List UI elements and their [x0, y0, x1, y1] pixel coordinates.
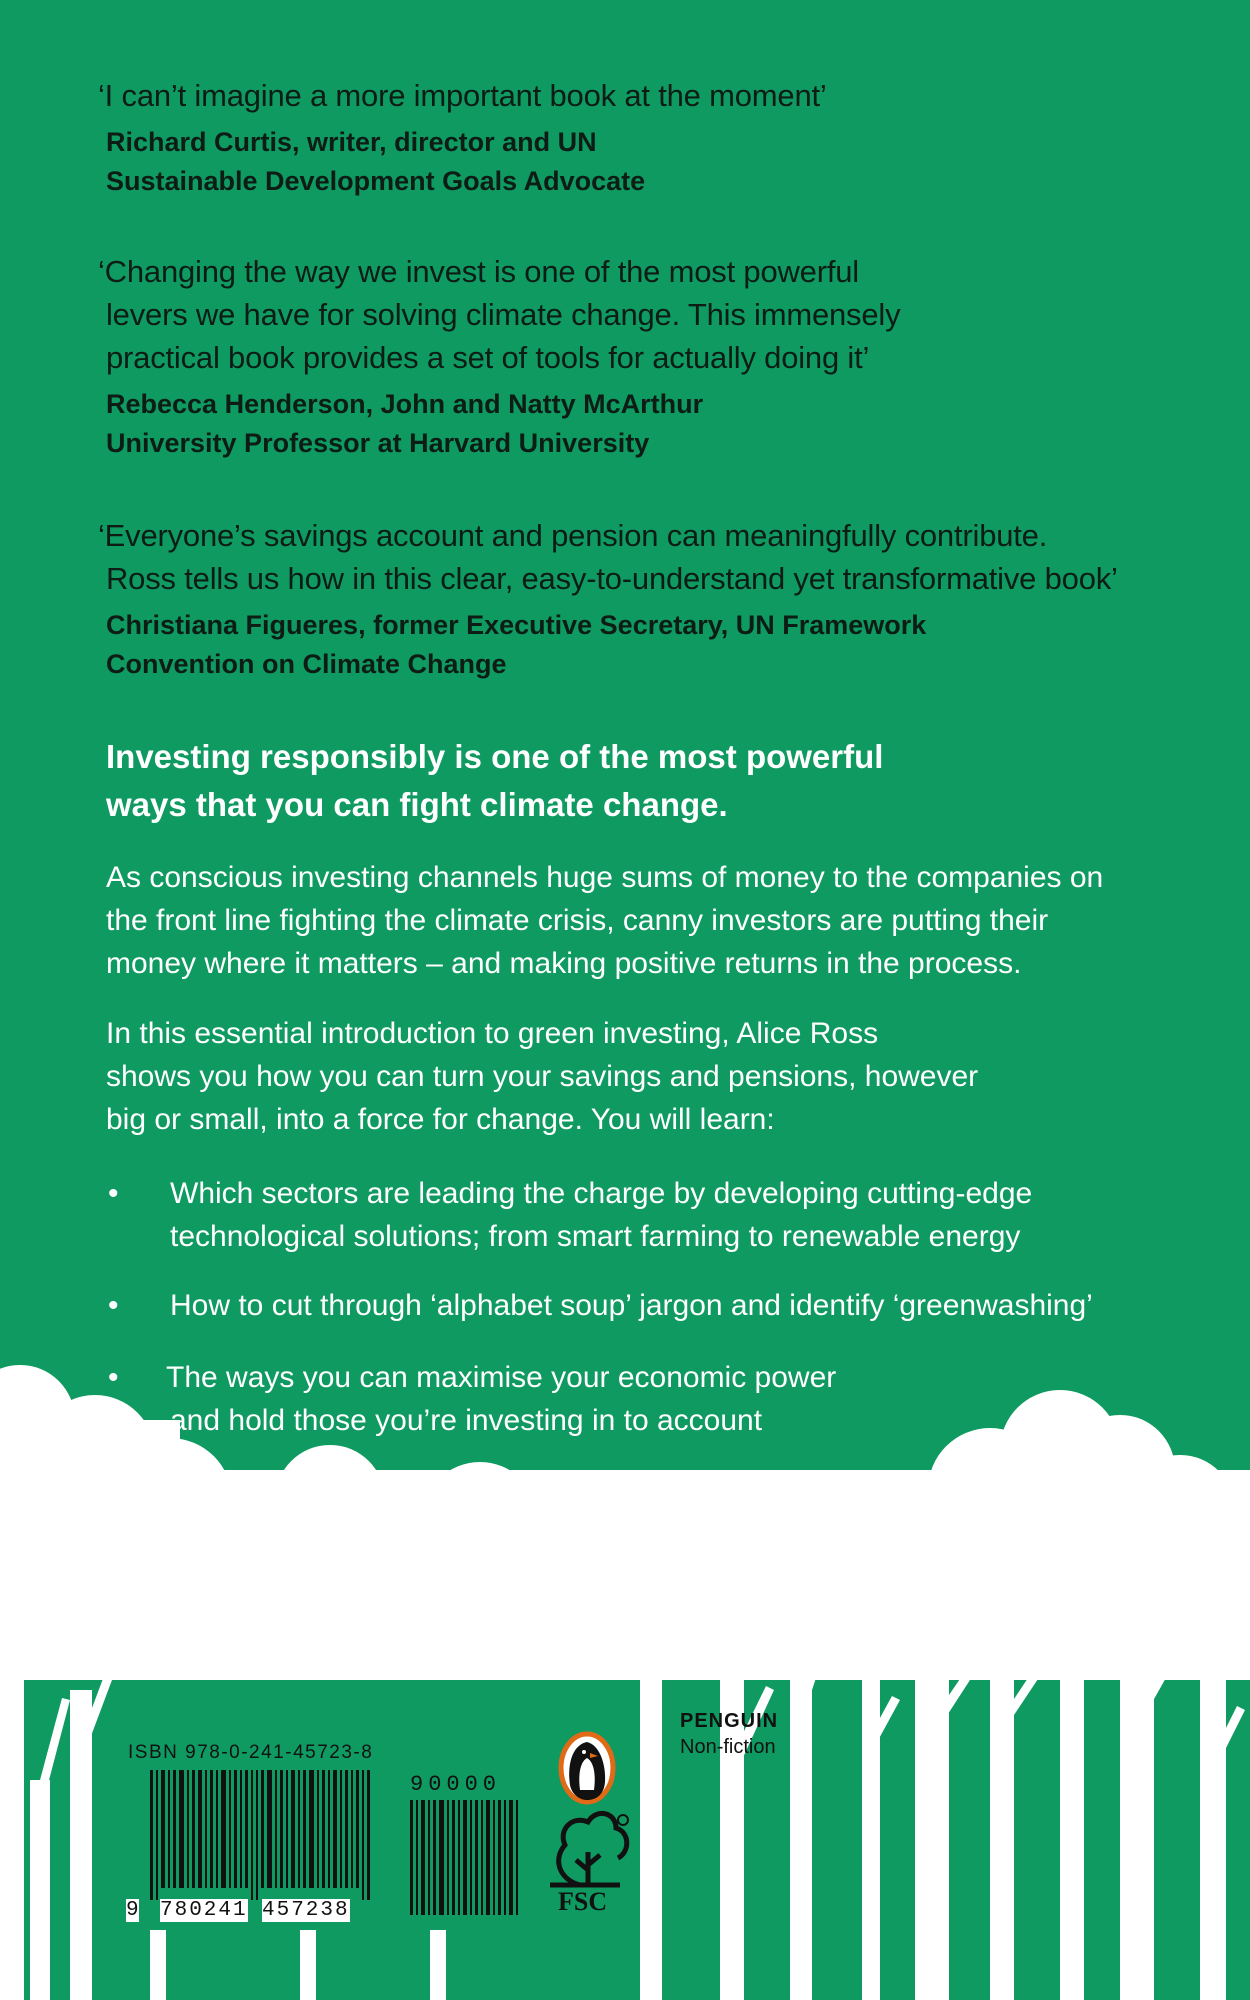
quote-2-text	[98, 250, 1158, 379]
bullet-line: Which sectors are leading the charge by developing cutting-edge	[170, 1177, 1033, 1210]
bullet-line: and hold those you’re investing in to account	[170, 1404, 763, 1437]
paragraph-line: the front line fighting the climate crisis, canny investors are putting their	[106, 904, 1049, 937]
bullet-line: technological solutions; from smart farming to renewable energy	[170, 1220, 1021, 1253]
attribution-line: Richard Curtis, writer, director and UN	[106, 127, 597, 157]
bullet-line: The ways you can maximise your economic power	[166, 1361, 837, 1394]
barcode-digits-group2: 457238	[262, 1899, 350, 1922]
quote-2-attribution	[98, 385, 1158, 463]
headline	[106, 733, 1106, 829]
attribution-line: Rebecca Henderson, John and Natty McArthur	[106, 389, 704, 419]
paragraph-1	[106, 856, 1216, 985]
bullet-icon: •	[108, 1177, 119, 1210]
publisher-name: PENGUIN	[680, 1710, 779, 1732]
fsc-label: FSC	[558, 1887, 608, 1916]
attribution-line: Christiana Figueres, former Executive Secretary, UN Framework	[106, 610, 927, 640]
price-code: 90000	[410, 1772, 502, 1797]
bullet-line: How to cut through ‘alphabet soup’ jargon and identify ‘greenwashing’	[170, 1289, 1093, 1322]
barcode-digit-first: 9	[126, 1899, 139, 1922]
paragraph-line: big or small, into a force for change. You will learn:	[106, 1103, 775, 1136]
attribution-line: Convention on Climate Change	[106, 649, 507, 679]
penguin-logo-icon	[561, 1734, 613, 1802]
quote-1-attribution	[98, 123, 1158, 201]
quote-2	[98, 250, 1158, 463]
paragraph-line: money where it matters – and making positive returns in the process.	[106, 947, 1022, 980]
quote-1-text	[98, 74, 1158, 117]
isbn-label: ISBN 978-0-241-45723-8	[128, 1742, 374, 1763]
quote-1	[98, 74, 1158, 201]
bullet-icon: •	[108, 1289, 119, 1322]
tree-trunks	[0, 1656, 1245, 2000]
quote-3	[98, 514, 1158, 684]
quote-line: levers we have for solving climate change. This immensely	[106, 297, 901, 332]
bullet-icon: •	[108, 1361, 119, 1394]
quote-3-text	[98, 514, 1158, 600]
paragraph-line: In this essential introduction to green investing, Alice Ross	[106, 1017, 879, 1050]
attribution-line: Sustainable Development Goals Advocate	[106, 166, 646, 196]
headline-line: ways that you can fight climate change.	[106, 786, 728, 823]
paragraph-2	[106, 1012, 1216, 1141]
quote-line: practical book provides a set of tools for actually doing it’	[106, 340, 870, 375]
attribution-line: University Professor at Harvard University	[106, 428, 650, 458]
barcode-digits-group1: 780241	[160, 1899, 248, 1922]
quote-line: ‘I can’t imagine a more important book at the moment’	[98, 78, 827, 113]
paragraph-line: shows you how you can turn your savings and pensions, however	[106, 1060, 979, 1093]
quote-line: ‘Changing the way we invest is one of the most powerful	[98, 254, 859, 289]
paragraph-line: As conscious investing channels huge sums of money to the companies on	[106, 861, 1104, 894]
quote-line: Ross tells us how in this clear, easy-to-understand yet transformative book’	[106, 561, 1118, 596]
headline-line: Investing responsibly is one of the most powerful	[106, 738, 884, 775]
fsc-tree-logo-icon	[550, 1813, 628, 1885]
quote-line: ‘Everyone’s savings account and pension can meaningfully contribute.	[98, 518, 1048, 553]
quote-3-attribution	[98, 606, 1158, 684]
publisher-category: Non-fiction	[680, 1736, 776, 1758]
